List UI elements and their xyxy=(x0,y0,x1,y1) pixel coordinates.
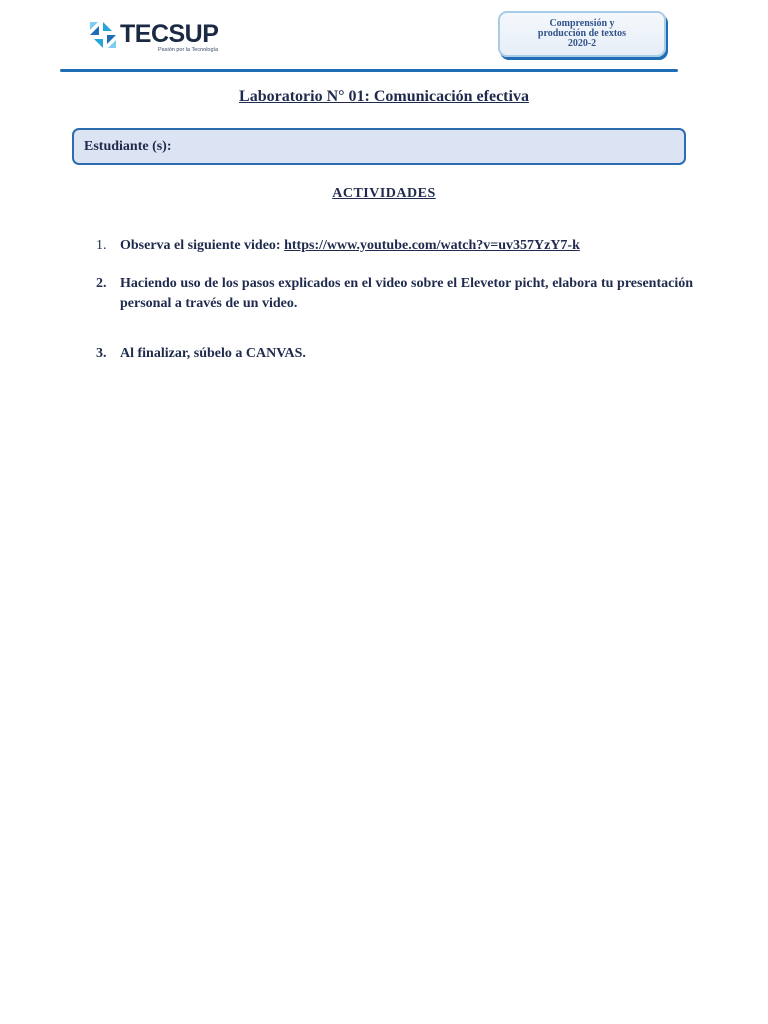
course-badge-line: 2020-2 xyxy=(567,38,597,49)
activity-item xyxy=(96,274,693,314)
logo-mark-icon xyxy=(86,18,120,52)
section-heading: ACTIVIDADES xyxy=(332,186,436,201)
student-field[interactable] xyxy=(72,128,686,165)
student-label: Estudiante (s): xyxy=(84,138,172,154)
activity-number: 3. xyxy=(96,346,107,361)
logo-text: TECSUP xyxy=(120,20,219,48)
activity-item xyxy=(96,236,693,256)
course-badge-line: producción de textos xyxy=(537,28,627,39)
activity-number: 2. xyxy=(96,276,107,291)
header-divider xyxy=(60,69,678,72)
course-badge xyxy=(498,11,666,57)
logo-tagline: Pasión por la Tecnología xyxy=(158,47,219,53)
activity-text: Observa el siguiente video: xyxy=(120,238,285,253)
tecsup-logo xyxy=(86,18,236,58)
activity-number: 1. xyxy=(96,238,107,253)
activity-item xyxy=(96,344,693,364)
course-badge-line: Comprensión y xyxy=(549,18,615,29)
document-title: Laboratorio N° 01: Comunicación efectiva xyxy=(239,88,529,105)
activity-text: Haciendo uso de los pasos explicados en el video sobre el Elevetor picht, elabora tu presentación personal a través de un video. xyxy=(120,276,693,311)
activity-text: Al finalizar, súbelo a CANVAS. xyxy=(120,346,306,361)
video-link[interactable]: https://www.youtube.com/watch?v=uv357YzY7-k xyxy=(284,238,580,253)
